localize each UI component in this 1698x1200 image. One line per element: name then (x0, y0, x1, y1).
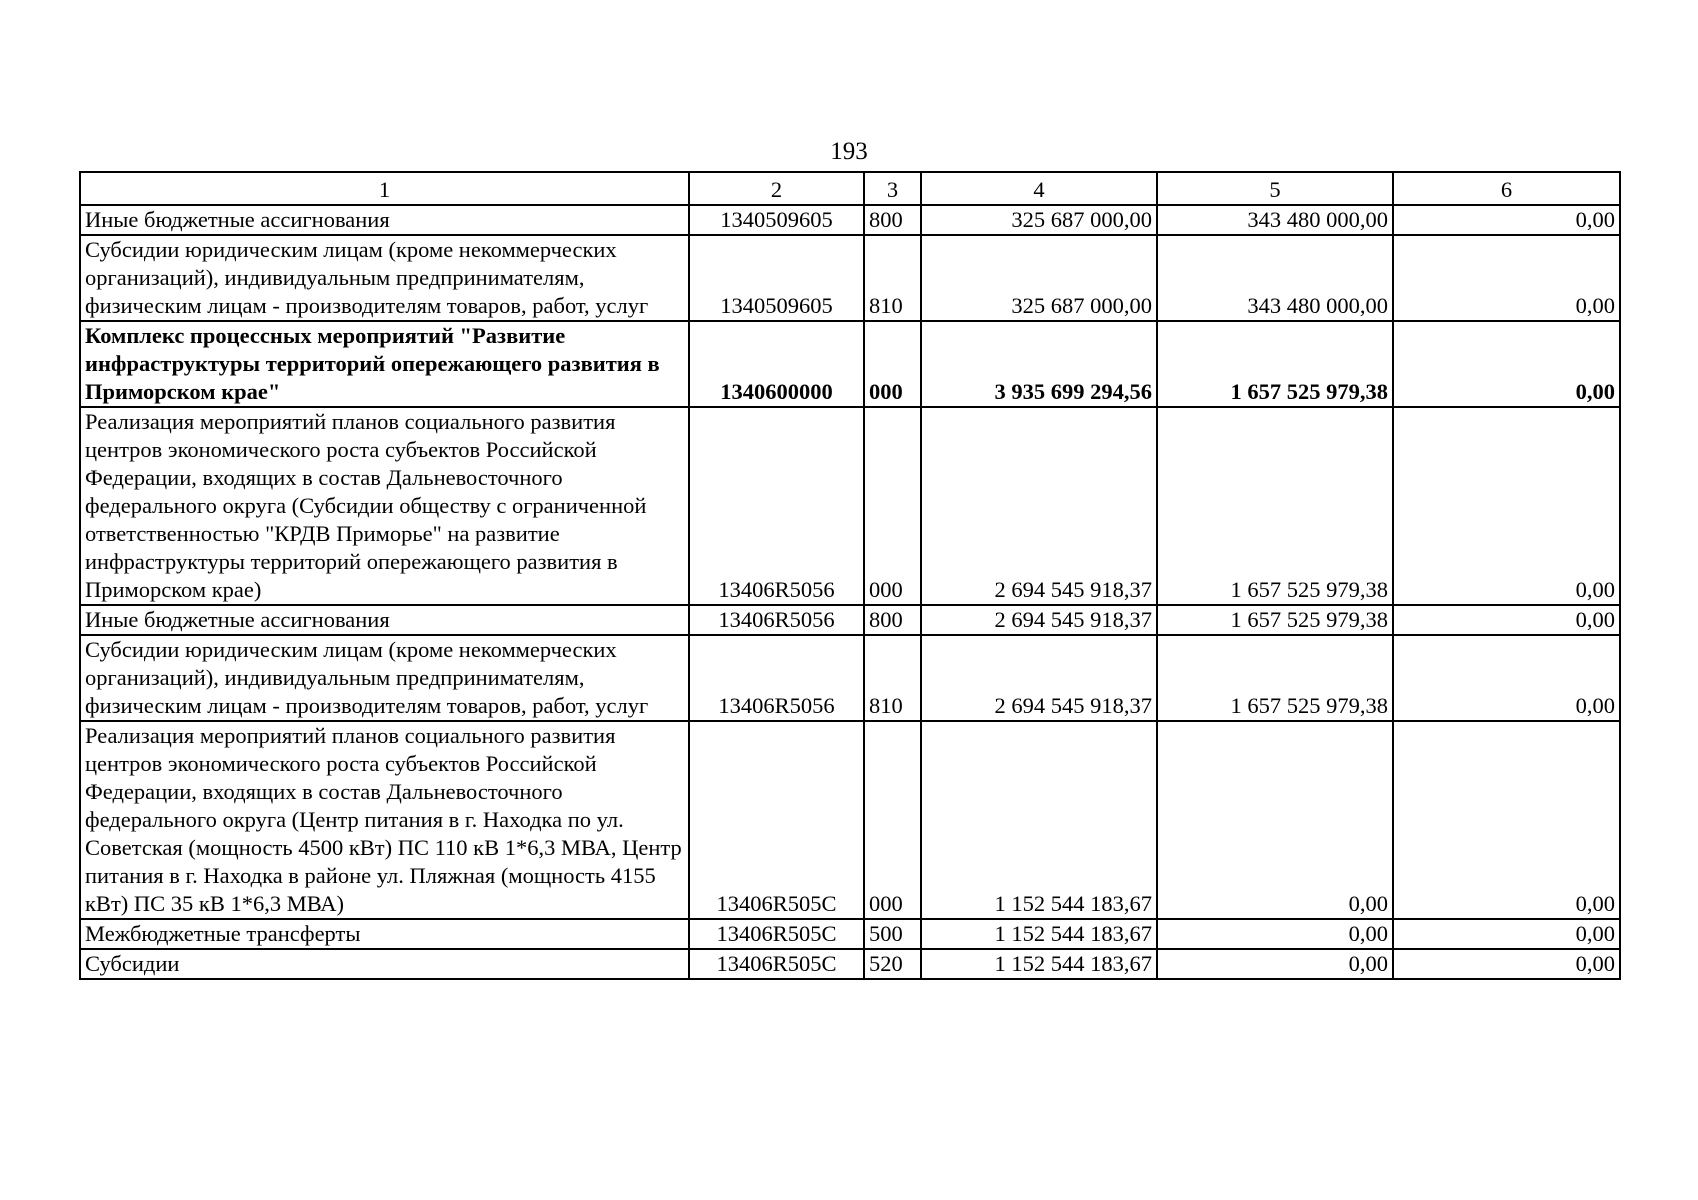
header-col-6: 6 (1393, 172, 1620, 205)
header-col-2: 2 (689, 172, 864, 205)
row-value-2: 1 657 525 979,38 (1157, 635, 1393, 721)
row-value-2: 1 657 525 979,38 (1157, 605, 1393, 635)
row-name: Субсидии юридическим лицам (кроме некоммерческих организаций), индивидуальным предпринимателям, физическим лицам - производителям товаров, работ, услуг (80, 635, 689, 721)
row-expense-type: 800 (864, 605, 921, 635)
row-code: 1340600000 (689, 321, 864, 407)
row-value-1: 1 152 544 183,67 (921, 949, 1157, 979)
row-value-2: 0,00 (1157, 721, 1393, 919)
row-name: Иные бюджетные ассигнования (80, 605, 689, 635)
row-name: Реализация мероприятий планов социального развития центров экономического роста субъектов Российской Федерации, входящих в состав Дальневосточного федерального округа (Центр питания в г. Находка по ул. Советская (мощность 4500 кВт) ПС 110 кВ 1*6,3 МВА, Центр питания в г. Находка в районе ул. Пляжная (мощность 4155 кВт) ПС 35 кВ 1*6,3 МВА) (80, 721, 689, 919)
row-expense-type: 810 (864, 635, 921, 721)
row-value-1: 2 694 545 918,37 (921, 407, 1157, 605)
row-name: Иные бюджетные ассигнования (80, 205, 689, 235)
row-value-1: 2 694 545 918,37 (921, 605, 1157, 635)
row-value-1: 325 687 000,00 (921, 235, 1157, 321)
table-row (80, 635, 1620, 721)
row-name: Комплекс процессных мероприятий "Развитие инфраструктуры территорий опережающего развития в Приморском крае" (80, 321, 689, 407)
row-value-2: 0,00 (1157, 919, 1393, 949)
row-value-3: 0,00 (1393, 721, 1620, 919)
header-row (80, 172, 1620, 205)
row-value-3: 0,00 (1393, 635, 1620, 721)
table-row (80, 605, 1620, 635)
row-code: 1340509605 (689, 205, 864, 235)
header-col-5: 5 (1157, 172, 1393, 205)
row-code: 13406R505C (689, 919, 864, 949)
row-value-3: 0,00 (1393, 605, 1620, 635)
row-code: 13406R5056 (689, 407, 864, 605)
table-row (80, 919, 1620, 949)
row-code: 13406R505C (689, 721, 864, 919)
row-value-2: 1 657 525 979,38 (1157, 407, 1393, 605)
row-value-1: 3 935 699 294,56 (921, 321, 1157, 407)
row-code: 13406R5056 (689, 605, 864, 635)
row-value-1: 1 152 544 183,67 (921, 919, 1157, 949)
row-code: 13406R5056 (689, 635, 864, 721)
row-name: Межбюджетные трансферты (80, 919, 689, 949)
row-name: Реализация мероприятий планов социального развития центров экономического роста субъектов Российской Федерации, входящих в состав Дальневосточного федерального округа (Субсидии обществу с ограниченной ответственностью "КРДВ Приморье" на развитие инфраструктуры территорий опережающего развития в Приморском крае) (80, 407, 689, 605)
page-number: 193 (830, 138, 868, 165)
row-value-1: 325 687 000,00 (921, 205, 1157, 235)
table-row (80, 721, 1620, 919)
row-expense-type: 810 (864, 235, 921, 321)
row-expense-type: 000 (864, 721, 921, 919)
row-value-2: 343 480 000,00 (1157, 235, 1393, 321)
header-col-3: 3 (864, 172, 921, 205)
table-row (80, 949, 1620, 979)
row-value-1: 2 694 545 918,37 (921, 635, 1157, 721)
header-col-1: 1 (80, 172, 689, 205)
row-name: Субсидии юридическим лицам (кроме некоммерческих организаций), индивидуальным предпринимателям, физическим лицам - производителям товаров, работ, услуг (80, 235, 689, 321)
budget-table (79, 171, 1621, 980)
row-name: Субсидии (80, 949, 689, 979)
row-value-3: 0,00 (1393, 205, 1620, 235)
row-expense-type: 800 (864, 205, 921, 235)
row-value-2: 1 657 525 979,38 (1157, 321, 1393, 407)
row-value-3: 0,00 (1393, 949, 1620, 979)
header-col-4: 4 (921, 172, 1157, 205)
row-value-3: 0,00 (1393, 407, 1620, 605)
table-row (80, 205, 1620, 235)
table-row (80, 321, 1620, 407)
row-value-1: 1 152 544 183,67 (921, 721, 1157, 919)
row-value-3: 0,00 (1393, 321, 1620, 407)
row-expense-type: 520 (864, 949, 921, 979)
row-expense-type: 500 (864, 919, 921, 949)
row-value-3: 0,00 (1393, 919, 1620, 949)
row-value-3: 0,00 (1393, 235, 1620, 321)
table-row (80, 235, 1620, 321)
row-expense-type: 000 (864, 407, 921, 605)
row-expense-type: 000 (864, 321, 921, 407)
row-code: 13406R505C (689, 949, 864, 979)
row-value-2: 343 480 000,00 (1157, 205, 1393, 235)
row-value-2: 0,00 (1157, 949, 1393, 979)
row-code: 1340509605 (689, 235, 864, 321)
table-row (80, 407, 1620, 605)
